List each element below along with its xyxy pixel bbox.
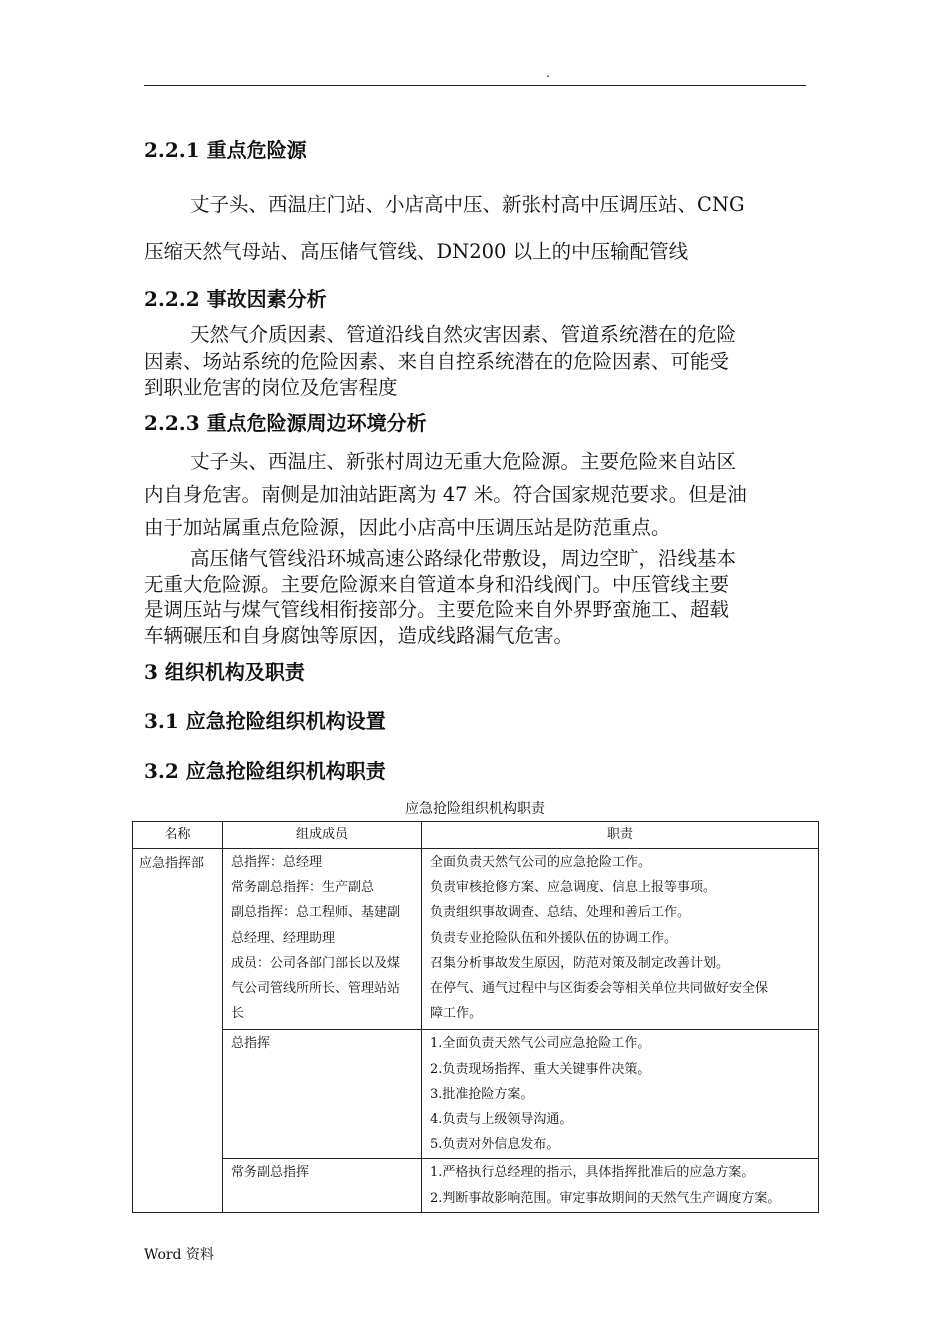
member-line: 副总指挥：总工程师、基建副 xyxy=(231,905,401,921)
section-3-1-title: 3.1 应急抢险组织机构设置 xyxy=(144,709,386,733)
duty-line: 负责组织事故调查、总结、处理和善后工作。 xyxy=(430,905,691,921)
member-line: 常务副总指挥 xyxy=(231,1165,310,1181)
duty-line: 2.判断事故影响范围。审定事故期间的天然气生产调度方案。 xyxy=(430,1190,781,1206)
member-line: 总指挥：总经理 xyxy=(231,855,323,870)
paragraph-line: 车辆碾压和自身腐蚀等原因，造成线路漏气危害。 xyxy=(144,623,574,647)
table-caption: 应急抢险组织机构职责 xyxy=(405,801,545,817)
paragraph-line: 压缩天然气母站、高压储气管线、DN200 以上的中压输配管线 xyxy=(144,240,689,263)
paragraph-line: 是调压站与煤气管线相衔接部分。主要危险来自外界野蛮施工、超载 xyxy=(144,598,730,621)
row-members-cell xyxy=(223,1030,422,1159)
paragraph-line: 丈子头、西温庄、新张村周边无重大危险源。主要危险来自站区 xyxy=(190,450,737,473)
section-2-2-1-title: 2.2.1 重点危险源 xyxy=(144,138,307,162)
section-2-2-2-body xyxy=(144,322,806,402)
section-2-2-1-body xyxy=(144,181,806,275)
paragraph-line: 到职业危害的岗位及危害程度 xyxy=(144,376,398,399)
paragraph-line: 天然气介质因素、管道沿线自然灾害因素、管道系统潜在的危险 xyxy=(190,323,737,346)
duty-line: 障工作。 xyxy=(430,1006,483,1022)
paragraph-line: 因素、场站系统的危险因素、来自自控系统潜在的危险因素、可能受 xyxy=(144,349,730,373)
header-mark: . xyxy=(546,66,550,80)
row-members-cell xyxy=(223,849,422,1030)
duty-line: 1.全面负责天然气公司应急抢险工作。 xyxy=(430,1036,651,1052)
duty-line: 3.批准抢险方案。 xyxy=(430,1086,534,1102)
header-cell-name: 名称 xyxy=(133,822,223,849)
section-2-2-2-title: 2.2.2 事故因素分析 xyxy=(144,287,327,311)
duty-line: 在停气、通气过程中与区街委会等相关单位共同做好安全保 xyxy=(430,981,769,997)
row-duties-cell xyxy=(422,1159,819,1212)
paragraph-line: 丈子头、西温庄门站、小店高中压、新张村高中压调压站、CNG xyxy=(190,193,745,216)
section-3-title: 3 组织机构及职责 xyxy=(144,660,305,684)
member-line: 成员：公司各部门部长以及煤 xyxy=(231,955,401,971)
paragraph-line: 内自身危害。南侧是加油站距离为 47 米。符合国家规范要求。但是油 xyxy=(144,483,747,506)
header-cell-members: 组成成员 xyxy=(223,822,422,849)
paragraph-line: 由于加站属重点危险源，因此小店高中压调压站是防范重点。 xyxy=(144,516,671,539)
section-2-2-3-paragraph-b xyxy=(144,546,806,648)
duty-line: 2.负责现场指挥、重大关键事件决策。 xyxy=(430,1061,651,1077)
member-line: 总经理、经理助理 xyxy=(231,930,336,946)
member-line: 气公司管线所所长、管理站站 xyxy=(231,981,401,997)
duty-line: 负责专业抢险队伍和外援队伍的协调工作。 xyxy=(430,930,678,946)
row-duties-cell xyxy=(422,1030,819,1159)
paragraph-line: 无重大危险源。主要危险源来自管道本身和沿线阀门。中压管线主要 xyxy=(144,572,730,596)
duty-table xyxy=(132,821,819,1213)
member-line: 长 xyxy=(231,1006,245,1022)
duty-line: 4.负责与上级领导沟通。 xyxy=(430,1112,573,1128)
section-3-2-title: 3.2 应急抢险组织机构职责 xyxy=(144,759,386,783)
row-name-cell: 应急指挥部 xyxy=(133,849,223,1213)
section-2-2-3-title: 2.2.3 重点危险源周边环境分析 xyxy=(144,411,427,435)
table-row xyxy=(133,1030,819,1159)
header-cell-duties: 职责 xyxy=(422,822,819,849)
member-line: 总指挥 xyxy=(231,1036,271,1052)
duty-line: 5.负责对外信息发布。 xyxy=(430,1137,560,1153)
table-row xyxy=(133,849,819,1030)
table-header-row xyxy=(133,822,819,849)
paragraph-line: 高压储气管线沿环城高速公路绿化带敷设，周边空旷，沿线基本 xyxy=(190,547,737,570)
duty-line: 负责审核抢修方案、应急调度、信息上报等事项。 xyxy=(430,880,717,896)
footer-label: Word 资料 xyxy=(144,1247,214,1263)
header-rule xyxy=(144,85,806,86)
section-2-2-3-paragraph-a xyxy=(144,445,806,544)
member-line: 常务副总指挥：生产副总 xyxy=(231,880,375,896)
row-duties-cell xyxy=(422,849,819,1030)
duty-line: 召集分析事故发生原因，防范对策及制定改善计划。 xyxy=(430,955,730,971)
duty-line: 全面负责天然气公司的应急抢险工作。 xyxy=(430,855,652,870)
row-members-cell xyxy=(223,1159,422,1212)
duty-line: 1.严格执行总经理的指示，具体指挥批准后的应急方案。 xyxy=(430,1165,755,1181)
table-row xyxy=(133,1159,819,1212)
